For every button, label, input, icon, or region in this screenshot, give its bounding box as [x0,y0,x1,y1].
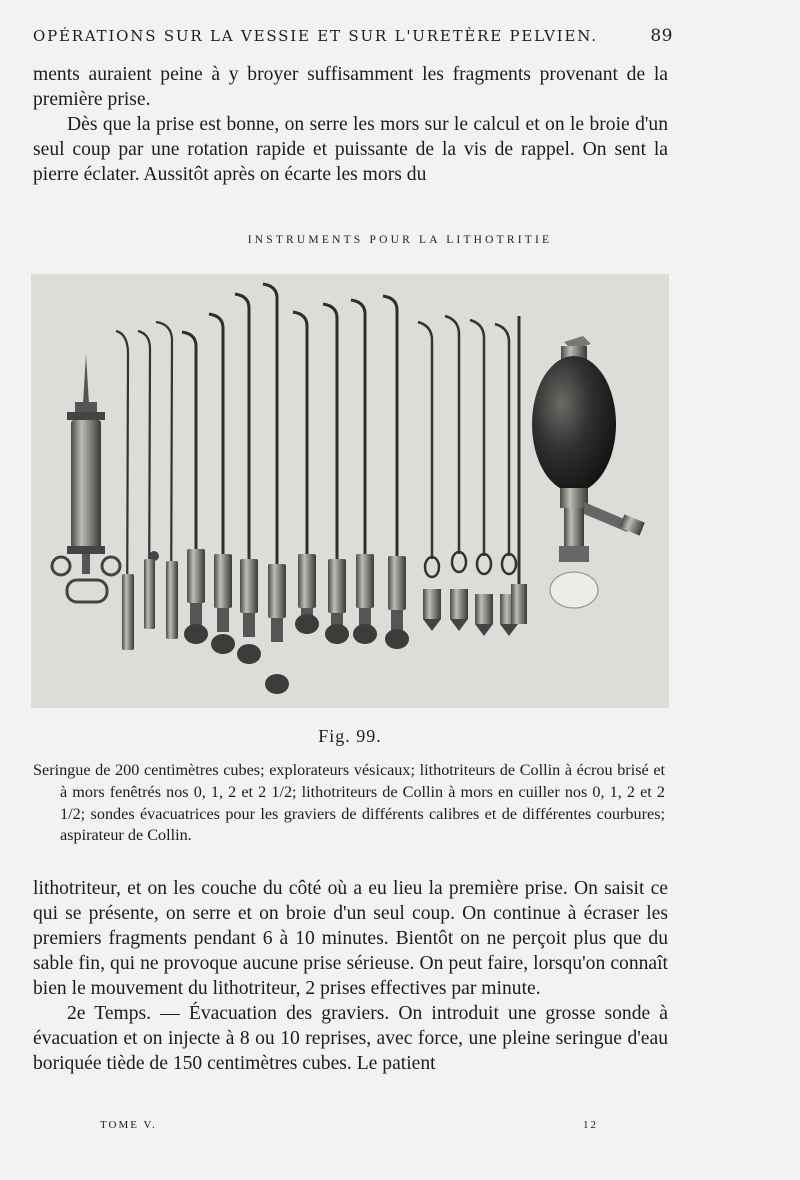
evacuation-sound [511,316,527,624]
syringe [52,354,120,602]
paragraph: 2e Temps. — Évacuation des graviers. On introduit une grosse sonde à évacuation et on injecte à 8 ou 10 reprises, avec force, une pleine seringue d'eau boriquée tiède de 150 centimètres cubes. Le patient [33,1003,668,1074]
body-text-bottom [33,876,668,1076]
evacuation-sound [470,320,493,636]
figure-plate [31,274,669,708]
paragraph: lithotriteur, et on les couche du côté où a eu lieu la première prise. On saisit ce qui se présente, on serre et on broie d'un seul coup. On continue à écraser les premiers fragments pendant 6 à 10 minutes. Bientôt on ne perçoit plus que du sable fin, qui ne provoque aucune prise sérieuse. On peut faire, lorsqu'on connaît bien le mouvement du lithotriteur, 2 prises effectives par minute. [33,878,668,999]
page-number: 89 [650,26,673,46]
lithotrite [235,294,261,664]
instruments-illustration [31,274,669,708]
evacuation-sound [418,322,441,631]
lithotrite [293,312,319,634]
paragraph: ments auraient peine à y broyer suffisamment les fragments provenant de la première prise. [33,64,668,110]
lithotrite [323,304,349,644]
body-text-top [33,62,668,187]
running-head-title: OPÉRATIONS SUR LA VESSIE ET SUR L'URETÈRE PELVIEN. [33,27,598,45]
lithotrite [383,296,409,649]
evacuation-sound [445,316,468,631]
lithotrites [182,284,409,694]
explorer-probes [116,322,178,650]
figure-heading: INSTRUMENTS POUR LA LITHOTRITIE [247,234,553,246]
lithotrite [182,332,208,644]
page-footer [100,1119,598,1131]
lithotrite [263,284,289,694]
collin-aspirator [532,336,645,608]
paragraph: Dès que la prise est bonne, on serre les mors sur le calcul et on le broie d'un seul coup par une rotation rapide et puissante de la vis de rappel. On sent la pierre éclater. Aussitôt après on écarte les mors du [33,114,668,185]
lithotrite [351,300,377,644]
volume-label: TOME V. [100,1119,157,1131]
signature-mark: 12 [583,1119,598,1131]
figure-caption [33,760,665,847]
evacuation-sounds [418,316,527,636]
caption-text: Seringue de 200 centimètres cubes; explorateurs vésicaux; lithotriteurs de Collin à écrou brisé et à mors fenêtrés nos 0, 1, 2 et 2 1/2; lithotriteurs de Collin à mors en cuiller nos 0, 1, 2 et 2 1/2; sondes évacuatrices pour les graviers de différents calibres et de différentes courbures; aspirateur de Collin. [33,761,665,845]
figure-label: Fig. 99. [318,726,382,746]
running-head [33,26,673,46]
lithotrite [209,314,235,654]
